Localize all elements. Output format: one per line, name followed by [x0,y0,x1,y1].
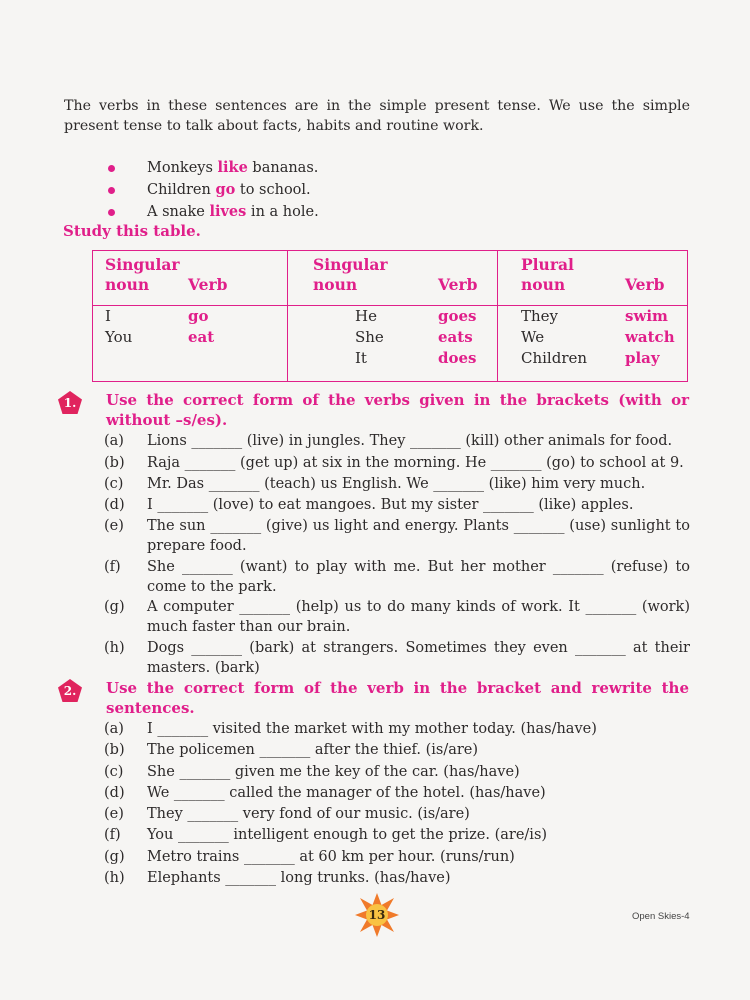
question-item: (a) I _______ visited the market with my mother today. (has/have) [104,721,597,737]
table-header: Verb [625,275,665,294]
intro-paragraph: The verbs in these sentences are in the simple present tense. We use the simple present tense to talk about facts, habits and routine work. [64,98,690,134]
table-cell: Children [521,349,588,367]
table-cell: go [188,307,209,325]
verb-table [92,250,688,382]
question-item: (g) A computer _______ (help) us to do many kinds of work. It _______ (work) much faster than our brain. [104,599,690,635]
question-item: (a) Lions _______ (live) in jungles. They _______ (kill) other animals for food. [104,433,673,449]
question-item: (d) We _______ called the manager of the hotel. (has/have) [104,785,546,801]
book-title-footer: Open Skies-4 [632,911,690,922]
question-item: (b) The policemen _______ after the thief. (is/are) [104,742,479,758]
example-list [104,157,319,223]
study-heading: Study this table. [63,222,201,240]
table-header: Plural [521,255,574,274]
question-item: (g) Metro trains _______ at 60 km per hour. (runs/run) [104,849,515,865]
table-cell: They [521,307,559,325]
question-item: (c) She _______ given me the key of the car. (has/have) [104,764,520,780]
exercise-number-badge: 1. [57,390,83,416]
table-cell: goes [438,307,477,325]
bullet-icon [108,187,115,194]
exercise-number-badge: 2. [57,678,83,704]
bullet-icon [108,209,115,216]
page-number: 13 [368,908,386,922]
question-item: (c) Mr. Das _______ (teach) us English. We _______ (like) him very much. [104,476,646,492]
bullet-icon [108,165,115,172]
exercise-title: Use the correct form of the verbs given in the brackets (with or without –s/es). [106,391,689,429]
table-header: noun [313,275,358,294]
table-cell: She [355,328,384,346]
table-header: Verb [188,275,228,294]
table-cell: I [105,307,111,325]
table-cell: eats [438,328,473,346]
question-item: (e) The sun _______ (give) us light and energy. Plants _______ (use) sunlight to prepare food. [104,518,690,554]
question-item: (e) They _______ very fond of our music. (is/are) [104,806,470,822]
question-item: (h) Dogs _______ (bark) at strangers. Sometimes they even _______ at their masters. (bark) [104,640,690,676]
table-cell: He [355,307,377,325]
table-header: noun [521,275,566,294]
table-header: Verb [438,275,478,294]
table-cell: It [355,349,367,367]
example-item: Monkeys like bananas. [104,157,319,179]
table-divider [93,305,687,306]
question-item: (f) She _______ (want) to play with me. But her mother _______ (refuse) to come to the park. [104,559,690,595]
table-cell: swim [625,307,668,325]
table-divider [287,251,288,381]
table-cell: watch [625,328,675,346]
table-header: Singular [105,255,180,274]
question-item: (d) I _______ (love) to eat mangoes. But my sister _______ (like) apples. [104,497,634,513]
table-cell: eat [188,328,215,346]
table-header: Singular [313,255,388,274]
exercise-title: Use the correct form of the verb in the bracket and rewrite the sentences. [106,679,689,717]
question-item: (h) Elephants _______ long trunks. (has/have) [104,870,451,886]
table-cell: does [438,349,477,367]
example-item: A snake lives in a hole. [104,201,319,223]
table-divider [497,251,498,381]
table-cell: You [105,328,133,346]
table-cell: play [625,349,660,367]
question-item: (f) You _______ intelligent enough to get the prize. (are/is) [104,827,548,843]
example-item: Children go to school. [104,179,319,201]
table-cell: We [521,328,545,346]
question-item: (b) Raja _______ (get up) at six in the morning. He _______ (go) to school at 9. [104,455,684,471]
table-header: noun [105,275,150,294]
